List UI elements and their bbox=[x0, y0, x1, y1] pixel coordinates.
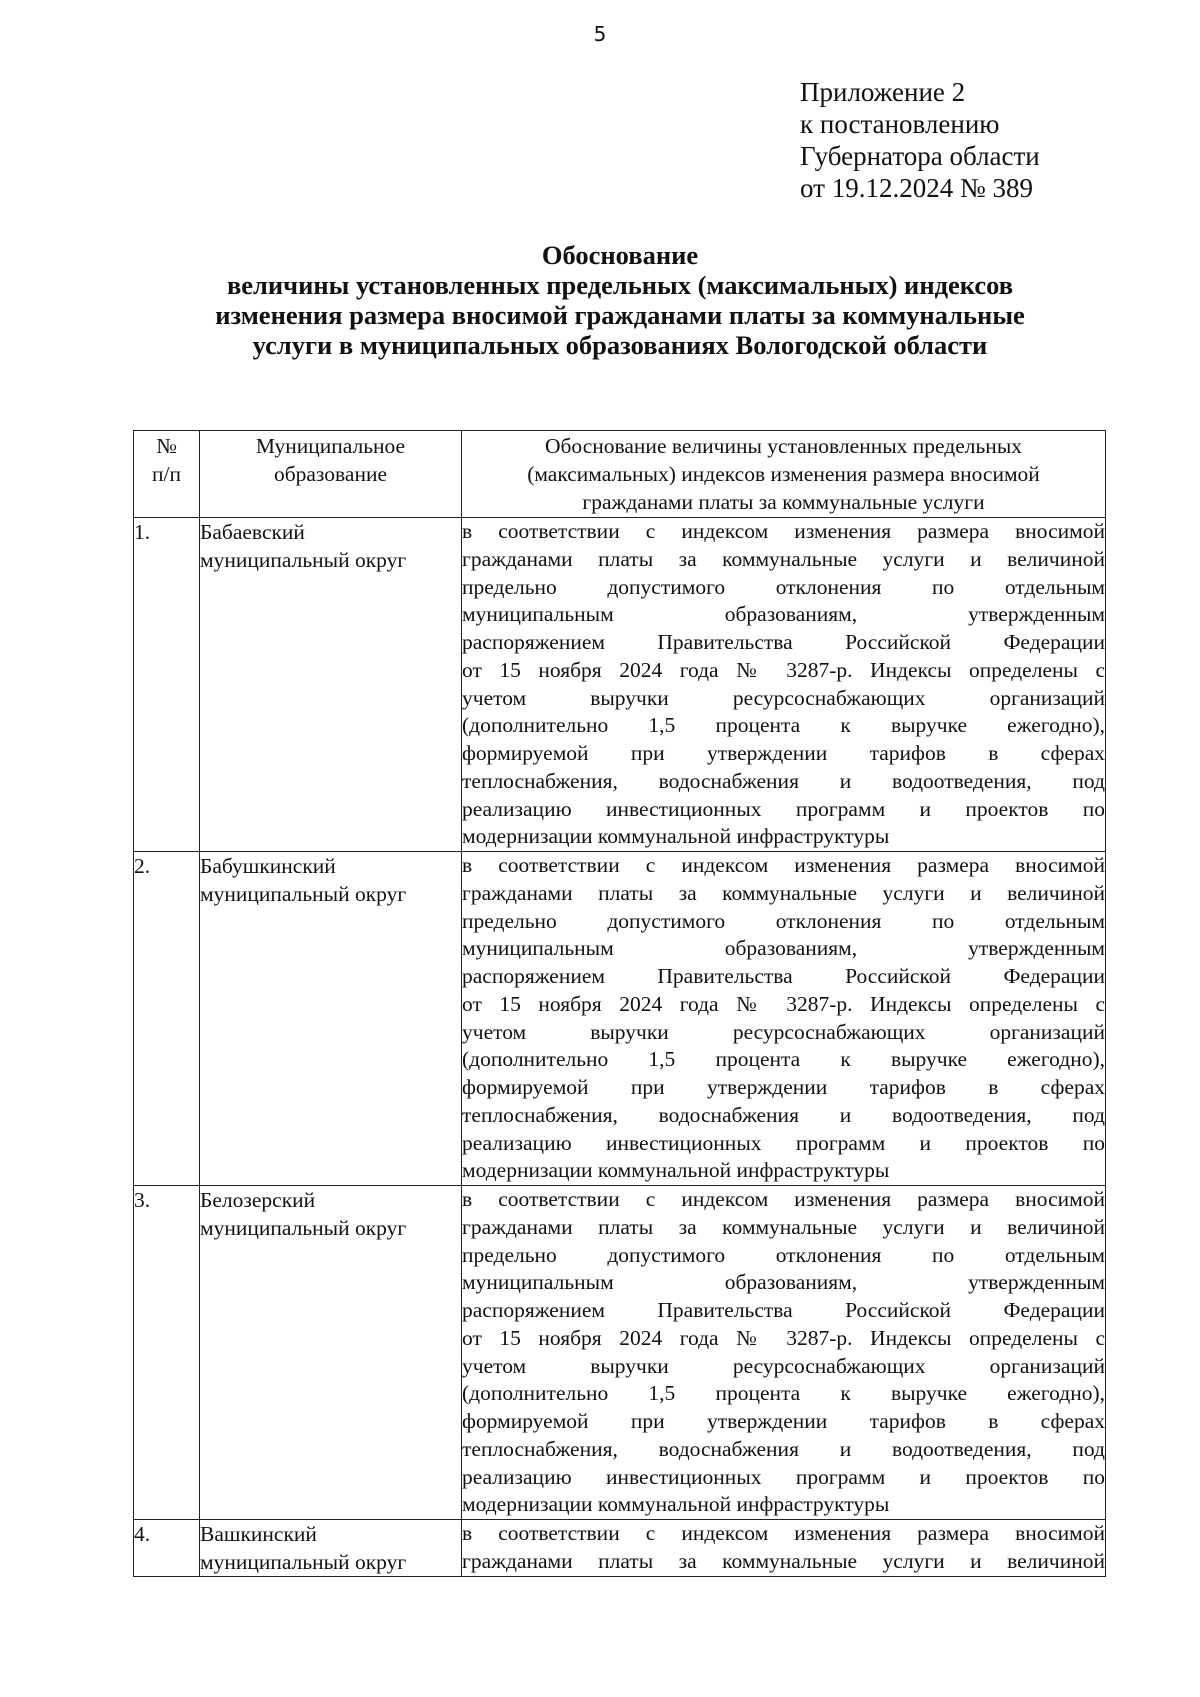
row-basis bbox=[462, 518, 1106, 852]
appendix-note bbox=[800, 76, 1040, 204]
header-basis-line: гражданами платы за коммунальные услуги bbox=[582, 490, 985, 514]
basis-line: предельно допустимого отклонения по отдельным bbox=[462, 574, 1105, 599]
basis-line: (дополнительно 1,5 процента к выручке ежегодно), bbox=[462, 1047, 1105, 1072]
basis-line: гражданами платы за коммунальные услуги и величиной bbox=[462, 1214, 1105, 1239]
row-municipality bbox=[200, 1186, 462, 1520]
basis-line: формируемой при утверждении тарифов в сферах bbox=[462, 1409, 1105, 1433]
basis-line: в соответствии с индексом изменения размера вносимой bbox=[462, 519, 1105, 543]
municipality-line: Вашкинский bbox=[200, 1522, 317, 1546]
basis-line: от 15 ноября 2024 года № 3287-р. Индексы определены с bbox=[462, 991, 1105, 1016]
table-header-row bbox=[134, 431, 1106, 518]
basis-line: реализацию инвестиционных программ и проектов по bbox=[462, 1130, 1105, 1155]
basis-line: модернизации коммунальной инфраструктуры bbox=[462, 824, 890, 849]
municipality-line: муниципальный округ bbox=[200, 882, 407, 906]
basis-line: теплоснабжения, водоснабжения и водоотведения, под bbox=[462, 1102, 1105, 1127]
table-row bbox=[134, 518, 1106, 852]
table-row bbox=[134, 852, 1106, 1186]
basis-line: в соответствии с индексом изменения размера вносимой bbox=[462, 1521, 1105, 1545]
basis-line: от 15 ноября 2024 года № 3287-р. Индексы определены с bbox=[462, 657, 1105, 682]
header-number-line: п/п bbox=[152, 462, 181, 486]
basis-line: гражданами платы за коммунальные услуги и величиной bbox=[462, 546, 1105, 571]
basis-line: модернизации коммунальной инфраструктуры bbox=[462, 1492, 890, 1517]
page-number: 5 bbox=[593, 22, 607, 46]
document-title-line: услуги в муниципальных образованиях Вологодской области bbox=[252, 330, 988, 360]
table-row bbox=[134, 1186, 1106, 1520]
header-municipality bbox=[200, 431, 462, 518]
table-body bbox=[134, 518, 1106, 1577]
municipality-line: Бабушкинский bbox=[200, 854, 336, 878]
document-title-line: изменения размера вносимой гражданами платы за коммунальные bbox=[215, 300, 1025, 330]
basis-line: предельно допустимого отклонения по отдельным bbox=[462, 1242, 1105, 1267]
basis-line: муниципальным образованиям, утвержденным bbox=[462, 1270, 1105, 1295]
basis-line: гражданами платы за коммунальные услуги и величиной bbox=[462, 880, 1105, 905]
basis-line: предельно допустимого отклонения по отдельным bbox=[462, 908, 1105, 933]
document-title-line: Обоснование bbox=[541, 240, 699, 270]
municipality-line: Белозерский bbox=[200, 1188, 316, 1212]
basis-line: реализацию инвестиционных программ и проектов по bbox=[462, 1464, 1105, 1489]
basis-line: теплоснабжения, водоснабжения и водоотведения, под bbox=[462, 768, 1105, 793]
basis-line: (дополнительно 1,5 процента к выручке ежегодно), bbox=[462, 1381, 1105, 1406]
row-municipality bbox=[200, 1520, 462, 1577]
header-basis-line: (максимальных) индексов изменения размера вносимой bbox=[527, 462, 1040, 486]
header-basis-line: Обоснование величины установленных предельных bbox=[544, 434, 1023, 458]
header-number-line: № bbox=[156, 434, 177, 458]
basis-line: формируемой при утверждении тарифов в сферах bbox=[462, 1075, 1105, 1099]
basis-line: распоряжением Правительства Российской Федерации bbox=[462, 1298, 1105, 1322]
basis-line: от 15 ноября 2024 года № 3287-р. Индексы определены с bbox=[462, 1325, 1105, 1350]
justification-table bbox=[133, 430, 1106, 1577]
row-municipality bbox=[200, 852, 462, 1186]
header-municipality-line: Муниципальное bbox=[255, 434, 406, 458]
basis-line: модернизации коммунальной инфраструктуры bbox=[462, 1158, 890, 1183]
row-municipality bbox=[200, 518, 462, 852]
table-row bbox=[134, 1520, 1106, 1577]
row-number: 4. bbox=[134, 1520, 200, 1577]
header-basis bbox=[462, 431, 1106, 518]
basis-line: (дополнительно 1,5 процента к выручке ежегодно), bbox=[462, 713, 1105, 738]
header-municipality-line: образование bbox=[273, 462, 388, 486]
basis-line: учетом выручки ресурсоснабжающих организаций bbox=[462, 685, 1105, 710]
basis-line: распоряжением Правительства Российской Федерации bbox=[462, 630, 1105, 654]
basis-line: в соответствии с индексом изменения размера вносимой bbox=[462, 853, 1105, 877]
row-basis bbox=[462, 1186, 1106, 1520]
row-number: 2. bbox=[134, 852, 200, 1186]
basis-line: распоряжением Правительства Российской Федерации bbox=[462, 964, 1105, 988]
municipality-line: муниципальный округ bbox=[200, 548, 407, 572]
appendix-line: Приложение 2 bbox=[800, 77, 966, 107]
document-title-line: величины установленных предельных (максимальных) индексов bbox=[226, 270, 1014, 300]
basis-line: в соответствии с индексом изменения размера вносимой bbox=[462, 1187, 1105, 1211]
document-title bbox=[0, 240, 1200, 360]
appendix-line: от 19.12.2024 № 389 bbox=[800, 173, 1033, 203]
header-number bbox=[134, 431, 200, 518]
row-basis bbox=[462, 852, 1106, 1186]
basis-line: муниципальным образованиям, утвержденным bbox=[462, 602, 1105, 627]
basis-line: учетом выручки ресурсоснабжающих организаций bbox=[462, 1019, 1105, 1044]
appendix-line: Губернатора области bbox=[800, 141, 1040, 171]
basis-line: учетом выручки ресурсоснабжающих организаций bbox=[462, 1353, 1105, 1378]
row-number: 1. bbox=[134, 518, 200, 852]
basis-line: теплоснабжения, водоснабжения и водоотведения, под bbox=[462, 1436, 1105, 1461]
basis-line: муниципальным образованиям, утвержденным bbox=[462, 936, 1105, 961]
row-basis bbox=[462, 1520, 1106, 1577]
municipality-line: муниципальный округ bbox=[200, 1550, 407, 1574]
row-number: 3. bbox=[134, 1186, 200, 1520]
basis-line: гражданами платы за коммунальные услуги и величиной bbox=[462, 1548, 1105, 1573]
municipality-line: Бабаевский bbox=[200, 520, 305, 544]
basis-line: формируемой при утверждении тарифов в сферах bbox=[462, 741, 1105, 765]
basis-line: реализацию инвестиционных программ и проектов по bbox=[462, 796, 1105, 821]
municipality-line: муниципальный округ bbox=[200, 1216, 407, 1240]
appendix-line: к постановлению bbox=[800, 109, 1000, 139]
